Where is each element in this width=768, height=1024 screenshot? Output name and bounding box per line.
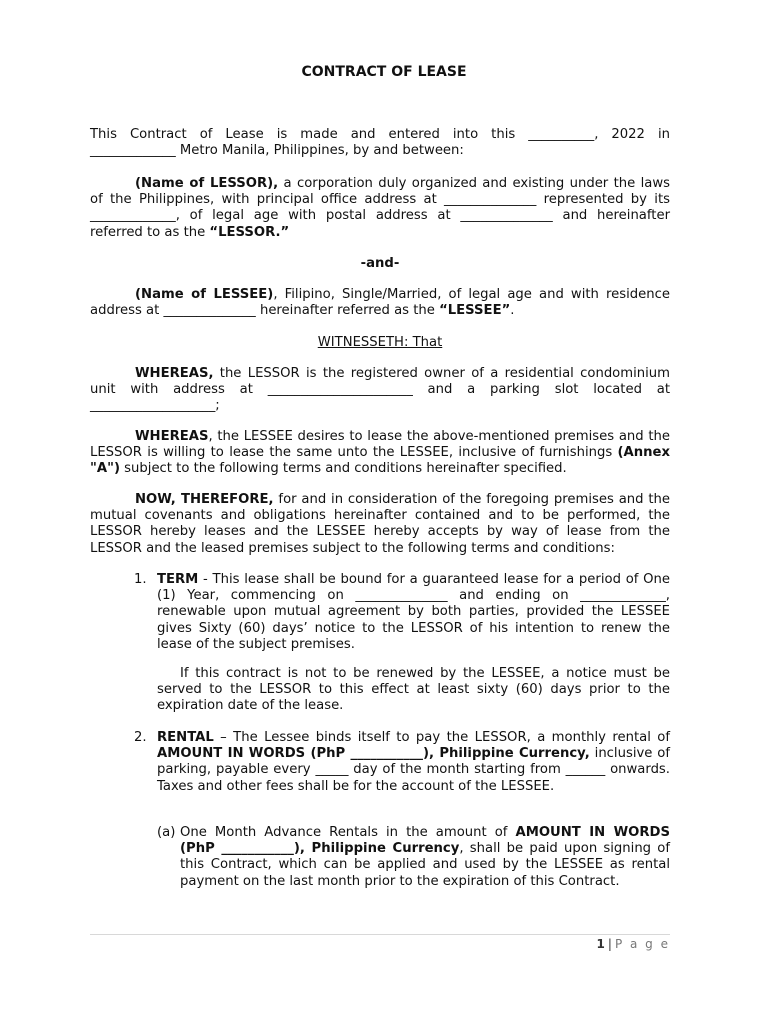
term-clause: TERM - This lease shall be bound for a guaranteed lease for a period of One (1) Year, commencing on ______________ and ending on _____________, renewable upon mutual agreement by both parties, provided the LESSEE gives Sixty (60) days’ notice to the LESSOR of his intention to renew the lease of the subject premises. bbox=[157, 572, 670, 652]
rental-amount: AMOUNT IN WORDS (PhP ___________) bbox=[157, 746, 430, 762]
footer-divider bbox=[90, 934, 670, 935]
term-non-renewal: If this contract is not to be renewed by the LESSEE, a notice must be served to the LESSOR to this effect at least sixty (60) days prior to the expiration date of the lease. bbox=[157, 666, 670, 714]
lessee-label: “LESSEE” bbox=[439, 303, 511, 319]
term-number: 1. bbox=[134, 572, 147, 587]
intro-paragraph bbox=[90, 127, 670, 159]
document-title: CONTRACT OF LEASE bbox=[301, 64, 467, 80]
lessor-name: (Name of LESSOR), bbox=[135, 176, 279, 191]
whereas-2-paragraph: WHEREAS, the LESSEE desires to lease the above-mentioned premises and the LESSOR is willing to lease the same unto the LESSEE, inclusive of furnishings (Annex "A") subject to the following terms and conditions hereinafter specified. bbox=[90, 429, 670, 477]
page-number: 1 bbox=[596, 937, 605, 951]
annex-a: (Annex "A") bbox=[90, 445, 670, 477]
intro-line-1: This Contract of Lease is made and entered into this __________, 2022 in bbox=[90, 127, 670, 142]
lessor-paragraph: (Name of LESSOR), a corporation duly organized and existing under the laws of the Philippines, with principal office address at ______________ represented by its _____________, of legal age with postal address at ______________ and hereinafter referred to as the “LESSOR.” bbox=[90, 176, 670, 240]
advance-amount: AMOUNT IN WORDS (PhP ___________), Philippine Currency bbox=[180, 825, 670, 857]
advance-rental-clause: One Month Advance Rentals in the amount of AMOUNT IN WORDS (PhP ___________), Philippine Currency, shall be paid upon signing of this Contract, which can be applied and used by the LESSEE as rental payment on the last month prior to the expiration of this Contract. bbox=[180, 825, 670, 889]
rental-number: 2. bbox=[134, 730, 147, 745]
and-separator: -and- bbox=[360, 256, 400, 271]
now-therefore-paragraph: NOW, THEREFORE, for and in consideration of the foregoing premises and the mutual covenants and obligations hereinafter contained and to be performed, the LESSOR hereby leases and the LESSEE hereby accepts by way of lease from the LESSOR and the leased premises subject to the following terms and conditions: bbox=[90, 492, 671, 556]
page-label: P a g e bbox=[614, 937, 670, 951]
sub-a-number: (a) bbox=[157, 825, 176, 840]
lessee-paragraph: (Name of LESSEE), Filipino, Single/Married, of legal age and with residence address at ______________ hereinafter referred as the “LESSEE”. bbox=[90, 287, 670, 319]
lessee-name: (Name of LESSEE) bbox=[135, 287, 274, 302]
witnesseth-heading: WITNESSETH: That bbox=[317, 335, 443, 350]
whereas-1-paragraph: WHEREAS, the LESSOR is the registered owner of a residential condominium unit with address at ______________________ and a parking slot located at ___________________; bbox=[90, 366, 670, 414]
rental-clause: RENTAL – The Lessee binds itself to pay the LESSOR, a monthly rental of AMOUNT IN WORDS (PhP ___________), Philippine Currency, inclusive of parking, payable every _____ day of the month starting from ______ onwards. Taxes and other fees shall be for the account of the LESSEE. bbox=[157, 730, 670, 794]
intro-line-2: _____________ Metro Manila, Philippines, by and between: bbox=[90, 143, 464, 159]
page-footer: 1 | P a g e bbox=[596, 937, 670, 951]
lessor-label: “LESSOR.” bbox=[209, 224, 290, 240]
